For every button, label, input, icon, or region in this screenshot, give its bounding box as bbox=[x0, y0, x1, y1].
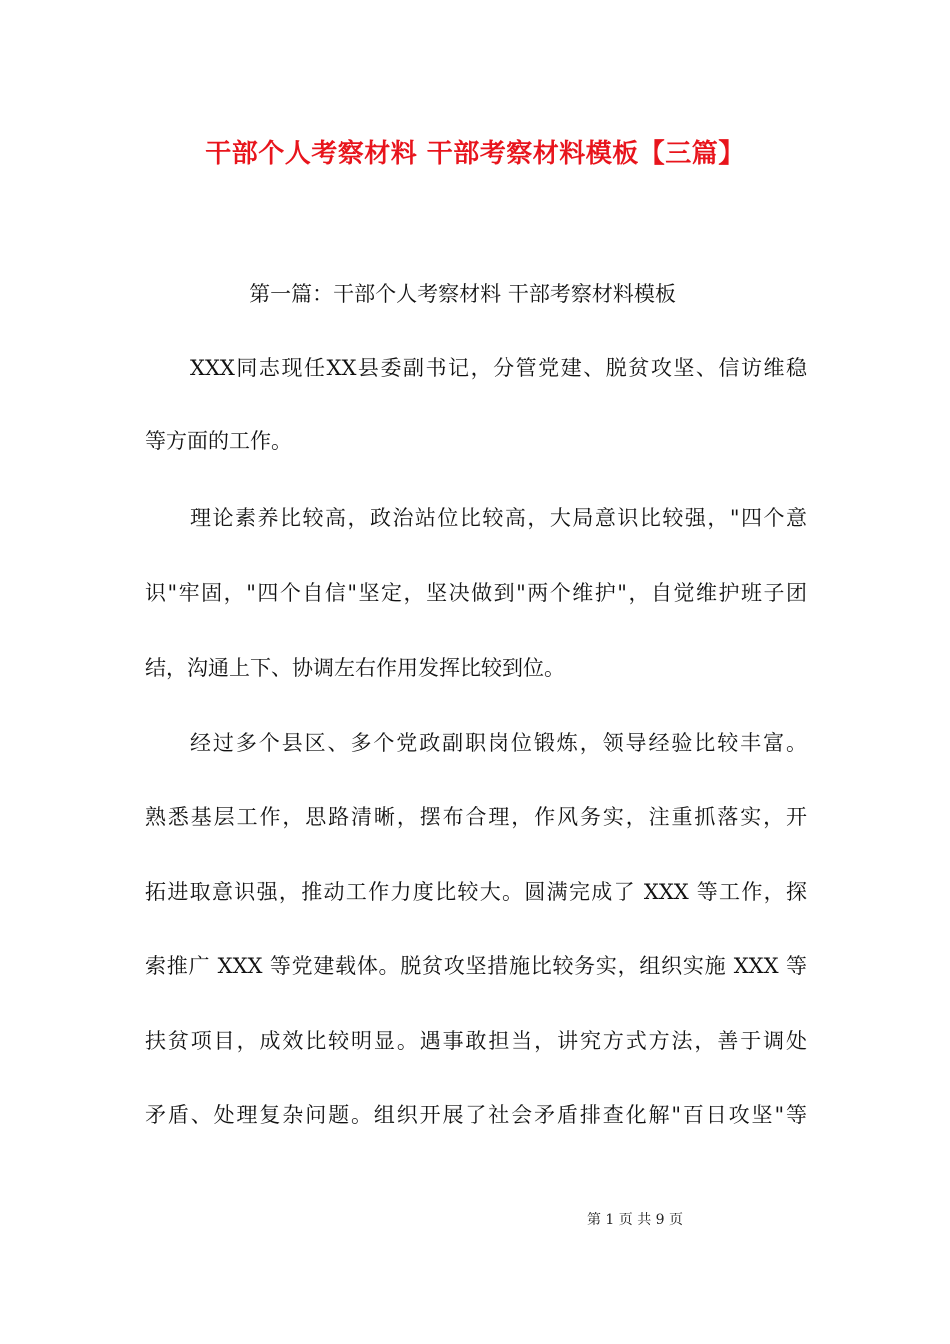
paragraph-line: XXX同志现任XX县委副书记，分管党建、脱贫攻坚、信访维稳 bbox=[190, 356, 807, 380]
paragraph-line: 矛盾、处理复杂问题。组织开展了社会矛盾排查化解"百日攻坚"等 bbox=[145, 1103, 807, 1127]
paragraph-line: 熟悉基层工作，思路清晰，摆布合理，作风务实，注重抓落实，开 bbox=[145, 805, 807, 829]
paragraph-line: 扶贫项目，成效比较明显。遇事敢担当，讲究方式方法，善于调处 bbox=[145, 1029, 807, 1053]
page-number: 第 1 页 共 9 页 bbox=[586, 1212, 684, 1228]
paragraph-line: 识"牢固，"四个自信"坚定，坚决做到"两个维护"，自觉维护班子团 bbox=[145, 581, 807, 605]
paragraph-line: 理论素养比较高，政治站位比较高，大局意识比较强，"四个意 bbox=[190, 506, 807, 530]
section-heading: 第一篇：干部个人考察材料 干部考察材料模板 bbox=[249, 282, 676, 306]
document-title: 干部个人考察材料 干部考察材料模板【三篇】 bbox=[205, 139, 745, 169]
paragraph-line: 索推广 XXX 等党建载体。脱贫攻坚措施比较务实，组织实施 XXX 等 bbox=[145, 954, 807, 978]
paragraph-line: 等方面的工作。 bbox=[145, 429, 292, 453]
paragraph-line: 经过多个县区、多个党政副职岗位锻炼，领导经验比较丰富。 bbox=[190, 731, 807, 755]
paragraph-line: 结，沟通上下、协调左右作用发挥比较到位。 bbox=[145, 656, 565, 680]
paragraph-line: 拓进取意识强，推动工作力度比较大。圆满完成了 XXX 等工作，探 bbox=[145, 880, 807, 904]
